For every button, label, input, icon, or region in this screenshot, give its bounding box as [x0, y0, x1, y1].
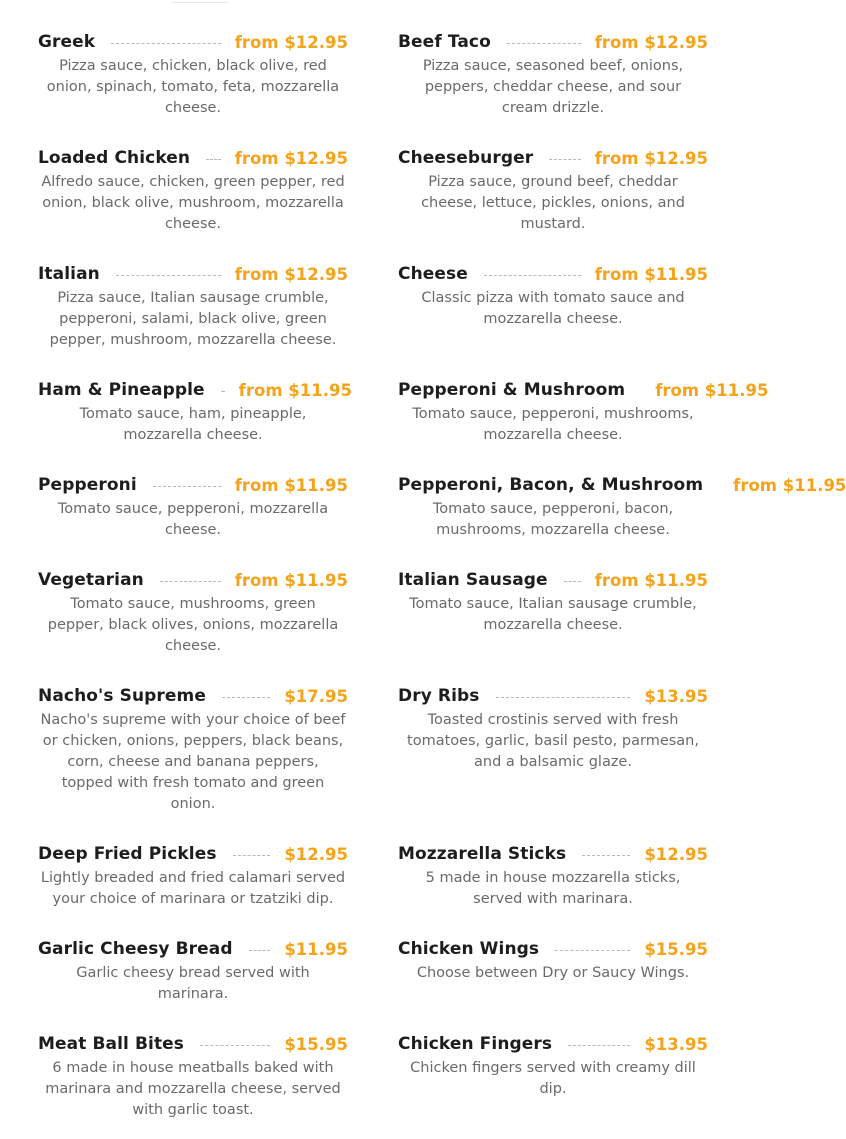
item-name: Italian: [38, 264, 100, 284]
menu-item: [398, 1033, 708, 1100]
item-description: Tomato sauce, pepperoni, bacon, mushrooms, mozzarella cheese.: [432, 501, 674, 538]
dotted-leader: [233, 855, 271, 856]
item-description: Lightly breaded and fried calamari served your choice of marinara or tzatziki dip.: [40, 870, 346, 907]
item-price: from $11.95: [594, 264, 708, 284]
item-price: from $12.95: [234, 32, 348, 52]
menu-item: [398, 685, 708, 773]
menu-item: [398, 938, 708, 984]
menu-item: [38, 569, 348, 657]
item-price: $12.95: [284, 844, 348, 864]
item-name: Garlic Cheesy Bread: [38, 939, 233, 959]
dotted-leader: [206, 159, 221, 160]
item-price: $15.95: [644, 939, 708, 959]
dotted-leader: [496, 697, 631, 698]
item-price: from $12.95: [234, 148, 348, 168]
dotted-leader: [160, 581, 221, 582]
item-price: $11.95: [284, 939, 348, 959]
item-description: Classic pizza with tomato sauce and mozzarella cheese.: [421, 290, 685, 327]
item-price: from $12.95: [594, 32, 708, 52]
dotted-leader: [116, 275, 221, 276]
item-price: from $11.95: [238, 380, 352, 400]
menu-item: [38, 31, 348, 119]
item-description: 6 made in house meatballs baked with marinara and mozzarella cheese, served with garlic toast.: [45, 1060, 341, 1118]
item-name: Greek: [38, 32, 96, 52]
item-name: Nacho's Supreme: [38, 686, 206, 706]
menu-item: [398, 31, 708, 119]
item-description: Pizza sauce, Italian sausage crumble, pepperoni, salami, black olive, green pepper, mushroom, mozzarella cheese.: [49, 290, 337, 348]
item-price: from $11.95: [234, 475, 348, 495]
dotted-leader: [507, 43, 581, 44]
dotted-leader: [484, 275, 581, 276]
menu-item: [398, 379, 769, 459]
section-divider-fragment: [172, 0, 228, 3]
item-name: Ham & Pineapple: [38, 380, 205, 400]
item-name: Pepperoni & Mushroom: [398, 380, 626, 400]
dotted-leader: [111, 43, 221, 44]
item-name: Beef Taco: [398, 32, 491, 52]
menu-item: [38, 474, 348, 541]
menu-item: [38, 263, 348, 351]
item-description: Chicken fingers served with creamy dill dip.: [410, 1060, 696, 1097]
dotted-leader: [582, 855, 630, 856]
item-description: Pizza sauce, chicken, black olive, red onion, spinach, tomato, feta, mozzarella cheese.: [46, 58, 340, 116]
menu-item: [398, 263, 708, 330]
item-description: Garlic cheesy bread served with marinara.: [76, 965, 310, 1002]
item-price: from $11.95: [594, 570, 708, 590]
menu-item: [398, 147, 708, 235]
menu-item: [38, 685, 348, 815]
dotted-leader: [549, 159, 581, 160]
item-price: $13.95: [644, 1034, 708, 1054]
item-name: Italian Sausage: [398, 570, 548, 590]
item-name: Cheese: [398, 264, 468, 284]
item-description: Tomato sauce, pepperoni, mozzarella cheese.: [57, 501, 329, 538]
item-description: Tomato sauce, mushrooms, green pepper, black olives, onions, mozzarella cheese.: [47, 596, 339, 654]
item-name: Meat Ball Bites: [38, 1034, 185, 1054]
item-price: $15.95: [284, 1034, 348, 1054]
item-name: Loaded Chicken: [38, 148, 191, 168]
item-description: Tomato sauce, ham, pineapple, mozzarella cheese.: [79, 406, 307, 443]
item-description: Toasted crostinis served with fresh tomatoes, garlic, basil pesto, parmesan, and a balsamic glaze.: [407, 712, 699, 770]
dotted-leader: [568, 1045, 630, 1046]
dotted-leader: [564, 581, 581, 582]
item-price: from $11.95: [733, 475, 846, 495]
dotted-leader: [222, 697, 270, 698]
item-description: Choose between Dry or Saucy Wings.: [416, 965, 690, 981]
menu-item: [398, 843, 708, 910]
dotted-leader: [200, 1045, 270, 1046]
menu-item: [38, 938, 348, 1005]
dotted-leader: [153, 486, 221, 487]
item-description: Tomato sauce, Italian sausage crumble, mozzarella cheese.: [409, 596, 697, 633]
menu-item: [38, 379, 352, 446]
item-name: Pepperoni, Bacon, & Mushroom: [398, 475, 704, 495]
item-price: $12.95: [644, 844, 708, 864]
item-name: Deep Fried Pickles: [38, 844, 217, 864]
item-name: Pepperoni: [38, 475, 137, 495]
item-name: Dry Ribs: [398, 686, 480, 706]
dotted-leader: [249, 950, 271, 951]
item-description: 5 made in house mozzarella sticks, served with marinara.: [425, 870, 681, 907]
menu-item: [38, 843, 348, 910]
item-name: Mozzarella Sticks: [398, 844, 567, 864]
item-description: Tomato sauce, pepperoni, mushrooms, mozzarella cheese.: [412, 406, 694, 443]
item-price: $17.95: [284, 686, 348, 706]
menu-item: [38, 147, 348, 235]
item-name: Chicken Fingers: [398, 1034, 553, 1054]
item-price: $13.95: [644, 686, 708, 706]
item-name: Vegetarian: [38, 570, 144, 590]
item-price: from $11.95: [655, 380, 769, 400]
dotted-leader: [221, 391, 225, 392]
menu-item: [398, 474, 846, 554]
item-description: Pizza sauce, ground beef, cheddar cheese, lettuce, pickles, onions, and mustard.: [421, 174, 685, 232]
menu-item: [38, 1033, 348, 1121]
item-price: from $12.95: [234, 264, 348, 284]
item-description: Pizza sauce, seasoned beef, onions, peppers, cheddar cheese, and sour cream drizzle.: [422, 58, 684, 116]
item-price: from $12.95: [594, 148, 708, 168]
item-description: Alfredo sauce, chicken, green pepper, red onion, black olive, mushroom, mozzarella cheese.: [41, 174, 345, 232]
item-name: Chicken Wings: [398, 939, 540, 959]
menu-item: [398, 569, 708, 636]
item-name: Cheeseburger: [398, 148, 534, 168]
item-description: Nacho's supreme with your choice of beef or chicken, onions, peppers, black beans, corn, cheese and banana peppers, topped with fresh tomato and green onion.: [40, 712, 346, 812]
item-price: from $11.95: [234, 570, 348, 590]
dotted-leader: [555, 950, 630, 951]
